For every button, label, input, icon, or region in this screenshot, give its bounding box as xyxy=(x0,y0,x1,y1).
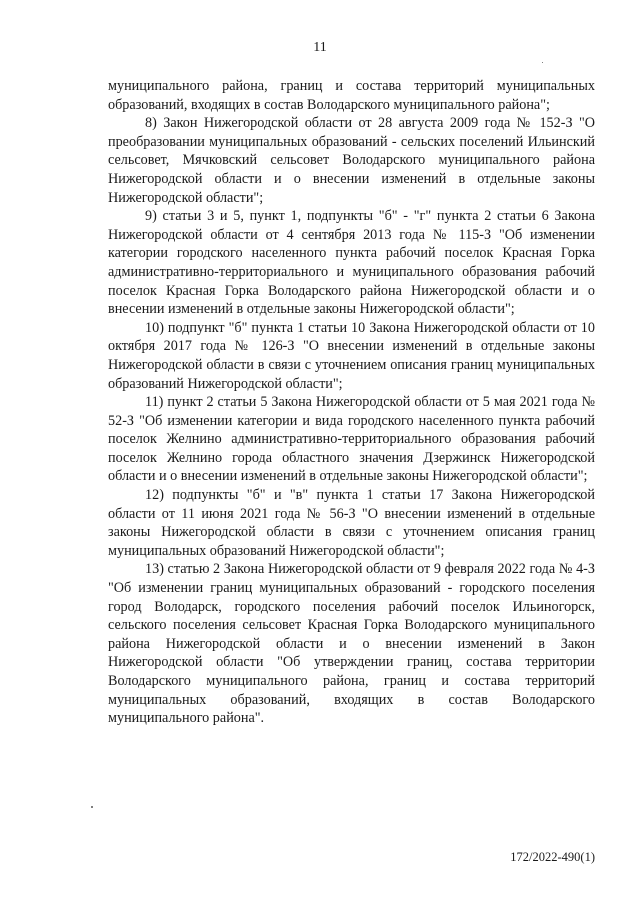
document-code: 172/2022-490(1) xyxy=(510,850,595,864)
paragraph-item-8: 8) Закон Нижегородской области от 28 августа 2009 года № 152-З "О преобразовании муниципальных образований - сельских поселений Ильинский сельсовет, Мячковский сельсовет Володарского муниципального района Нижегородской области и о внесении изменений в отдельные законы Нижегородской области"; xyxy=(108,115,595,206)
paragraph-item-11: 11) пункт 2 статьи 5 Закона Нижегородской области от 5 мая 2021 года № 52-З "Об изменении категории и вида городского населенного пункта рабочий поселок Желнино административно-территориального образования рабочий поселок Желнино города областного значения Дзержинск Нижегородской области и о внесении изменений в отдельные законы Нижегородской области"; xyxy=(108,394,595,485)
paragraph-item-13: 13) статью 2 Закона Нижегородской области от 9 февраля 2022 года № 4-З "Об изменении границ муниципальных образований - городского поселения город Володарск, городского поселения рабочий поселок Ильиногорск, сельского поселения сельсовет Красная Горка Володарского муниципального района Нижегородской области и о внесении изменений в Закон Нижегородской области "Об утверждении границ, состава территории Володарского муниципального района, границ и состава территорий муниципальных образований, входящих в состав Володарского муниципального района". xyxy=(108,561,595,727)
page-number: 11 xyxy=(313,40,327,55)
paragraph-item-9: 9) статьи 3 и 5, пункт 1, подпункты "б" - "г" пункта 2 статьи 6 Закона Нижегородской области от 4 сентября 2013 года № 115-З "Об изменении категории городского населенного пункта рабочий поселок Красная Горка административно-территориального и муниципального образования рабочий поселок Красная Горка Володарского района Нижегородской области и о внесении изменений в отдельные законы Нижегородской области"; xyxy=(108,208,595,318)
paragraph-item-10: 10) подпункт "б" пункта 1 статьи 10 Закона Нижегородской области от 10 октября 2017 года № 126-З "О внесении изменений в отдельные законы Нижегородской области в связи с уточнением описания границ муниципальных образований Нижегородской области"; xyxy=(108,319,595,392)
scan-speck xyxy=(91,806,93,808)
paragraph-item-12: 12) подпункты "б" и "в" пункта 1 статьи 17 Закона Нижегородской области от 11 июня 2021 года № 56-З "О внесении изменений в отдельные законы Нижегородской области в связи с уточнением описания границ муниципальных образований Нижегородской области"; xyxy=(108,487,595,559)
scan-speck xyxy=(542,62,543,63)
paragraph-continuation: муниципального района, границ и состава территорий муниципальных образований, входящих в состав Володарского муниципального района"; xyxy=(108,78,595,113)
document-body xyxy=(108,77,595,728)
